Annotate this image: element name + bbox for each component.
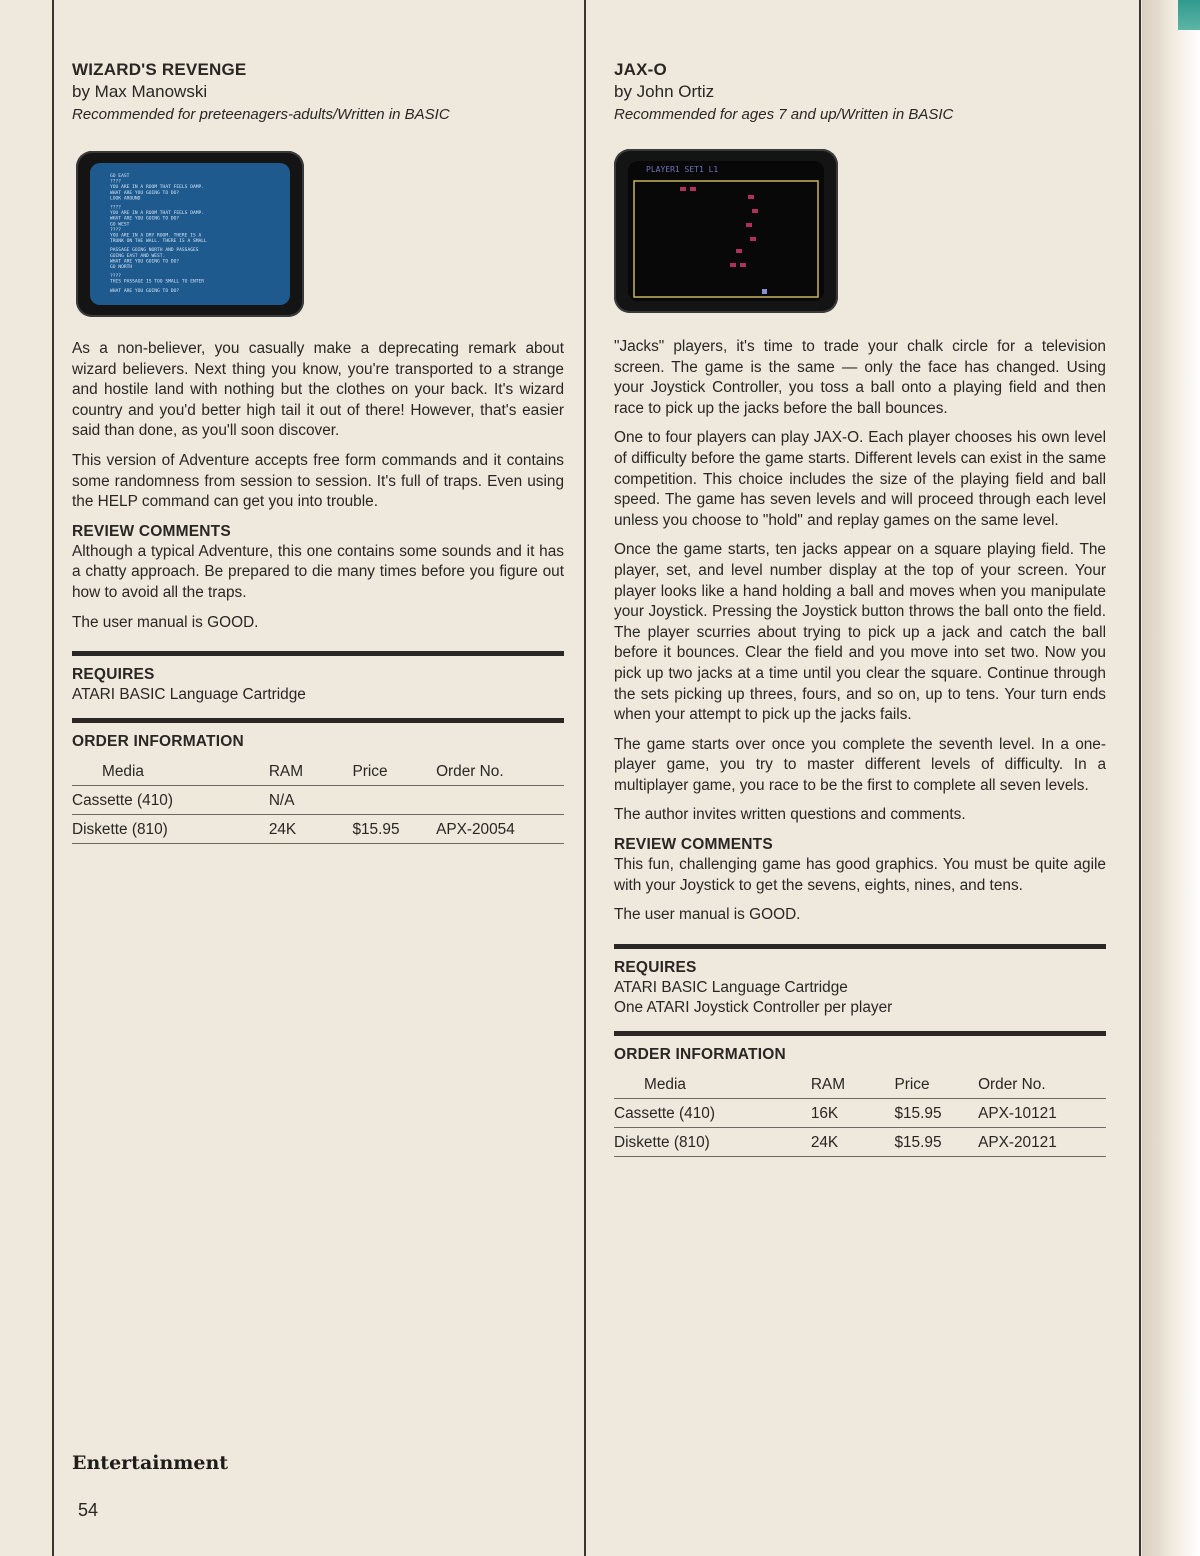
requires-heading: REQUIRES (614, 958, 697, 976)
section-rule (614, 1031, 1106, 1036)
media-cell: Cassette (410) (72, 785, 269, 814)
column-header-media: Media (614, 1068, 811, 1099)
jax-o-screenshot (614, 149, 838, 313)
media-cell: Cassette (410) (614, 1099, 811, 1128)
description-paragraph: The game starts over once you complete the seventh level. In a one-player game, you try to master different levels of difficulty. In a multiplayer game, you race to be the first to complete all seven levels. (614, 735, 1106, 794)
program-author: by Max Manowski (72, 82, 208, 101)
ram-cell: N/A (269, 785, 353, 814)
section-rule (72, 651, 564, 656)
column-header-price: Price (894, 1068, 978, 1099)
program-recommendation: Recommended for ages 7 and up/Written in BASIC (614, 106, 954, 123)
screen-text-line: TRUNK ON THE WALL. THERE IS A SMALL (110, 239, 207, 245)
jack (730, 263, 736, 267)
requirement-item: ATARI BASIC Language Cartridge (614, 978, 848, 996)
ram-cell: 24K (269, 814, 353, 843)
page-edge-accent (1178, 0, 1200, 30)
jax-o-article (614, 58, 1106, 1157)
column-header-order-no: Order No. (436, 755, 564, 786)
column-header-price: Price (352, 755, 436, 786)
screen-text-line: WHAT ARE YOU GOING TO DO? (110, 216, 180, 222)
screen-text-line: WHAT ARE YOU GOING TO DO? (110, 190, 180, 196)
media-cell: Diskette (810) (72, 814, 269, 843)
requires-heading: REQUIRES (72, 666, 155, 684)
program-title: WIZARD'S REVENGE (72, 60, 247, 79)
order-information-heading: ORDER INFORMATION (72, 732, 244, 750)
column-header-media: Media (72, 755, 269, 786)
screen-text-line: GO NORTH (110, 265, 133, 270)
review-comments-text: This fun, challenging game has good graphics. You must be quite agile with your Joystick to get the sevens, eights, nines, and tens. (614, 856, 1106, 894)
jack (752, 209, 758, 213)
jack (680, 187, 686, 191)
price-cell (352, 785, 436, 814)
jax-o-playfield (628, 161, 824, 301)
wizards-revenge-screenshot (76, 151, 304, 317)
section-rule (614, 944, 1106, 949)
program-author: by John Ortiz (614, 82, 715, 101)
order-table-header (614, 1068, 1106, 1099)
screen-text-line: PASSAGE GOING NORTH AND PASSAGES (110, 248, 199, 254)
screen-text-line: ???? (110, 227, 122, 233)
table-row (72, 814, 564, 843)
program-title: JAX-O (614, 60, 667, 79)
jack (690, 187, 696, 191)
jack (750, 237, 756, 241)
jack (736, 249, 742, 253)
column-header-order-no: Order No. (978, 1068, 1106, 1099)
screen-text-line: GO EAST (110, 174, 130, 179)
left-margin-rule (52, 0, 54, 1556)
jack (740, 263, 746, 267)
screen-text-line: YOU ARE IN A ROOM THAT FEELS DAMP. (110, 185, 205, 191)
screen-text-line: WHAT ARE YOU GOING TO DO? (110, 288, 180, 294)
screen-text-line: LOOK AROUND (110, 196, 141, 202)
screen-text-line: ???? (110, 274, 122, 280)
description-paragraph: "Jacks" players, it's time to trade your chalk circle for a television screen. The game is the same — only the face has changed. Using your Joystick Controller, you toss a ball onto a playing field and then race to pick up the jacks before the ball bounces. (614, 338, 1106, 417)
description-paragraph: The author invites written questions and comments. (614, 806, 966, 824)
description-paragraph: As a non-believer, you casually make a deprecating remark about wizard believers. Next thing you know, you're transported to a strange and hostile land with nothing but the clothes on your back. It's wizard country and you'd better high tail it out of there! However, that's easier said than done, as you'll soon discover. (72, 340, 564, 440)
screen-text-line: ???? (110, 205, 122, 211)
column-divider (584, 0, 586, 1556)
screen-text-line: YOU ARE IN A DRY ROOM. THERE IS A (110, 233, 202, 239)
wizards-revenge-screen (90, 163, 290, 305)
table-row (614, 1099, 1106, 1128)
ram-cell: 24K (811, 1128, 895, 1157)
order-no-cell: APX-20121 (978, 1128, 1106, 1157)
jack (746, 223, 752, 227)
price-cell: $15.95 (352, 814, 436, 843)
wizards-revenge-screen-text (90, 163, 290, 305)
column-header-ram: RAM (811, 1068, 895, 1099)
page-edge (1142, 0, 1200, 1556)
screen-text-line: GO WEST (110, 222, 130, 228)
review-comments-heading: REVIEW COMMENTS (72, 522, 231, 540)
section-label: Entertainment (72, 1452, 229, 1474)
order-no-cell: APX-20054 (436, 814, 564, 843)
screen-text-line: THIS PASSAGE IS TOO SMALL TO ENTER (110, 279, 205, 285)
jack (748, 195, 754, 199)
description-paragraph: This version of Adventure accepts free form commands and it contains some randomness from session to session. It's full of traps. Even using the HELP command can get you into trouble. (72, 451, 564, 511)
order-information-heading: ORDER INFORMATION (614, 1046, 786, 1064)
description-paragraph: One to four players can play JAX-O. Each player chooses his own level of difficulty before the game starts. Different levels can exist in the same competition. This choice includes the size of the playing field and ball speed. The game has seven levels and will proceed through each level unless you choose to "hold" and replay games on the same level. (614, 429, 1106, 529)
table-row (72, 785, 564, 814)
order-no-cell (436, 785, 564, 814)
order-table (72, 755, 564, 844)
jacks-group (680, 187, 758, 267)
screen-text-line: GOING EAST AND WEST. (110, 253, 166, 259)
screen-text-line: YOU ARE IN A ROOM THAT FEELS DAMP. (110, 211, 205, 217)
price-cell: $15.95 (894, 1099, 978, 1128)
user-manual-rating: The user manual is GOOD. (72, 613, 259, 631)
order-no-cell: APX-10121 (978, 1099, 1106, 1128)
order-table (614, 1068, 1106, 1157)
player-hand-icon (762, 289, 767, 294)
review-comments-heading: REVIEW COMMENTS (614, 836, 773, 854)
order-table-header (72, 755, 564, 786)
page-number: 54 (78, 1500, 99, 1520)
table-row (614, 1128, 1106, 1157)
requirement-item: One ATARI Joystick Controller per player (614, 999, 893, 1017)
screen-text-line: ???? (110, 179, 122, 185)
description-paragraph: Once the game starts, ten jacks appear on a square playing field. The player, set, and level number display at the top of your screen. Your player looks like a hand holding a ball and moves when you manipulate your Joystick. Pressing the Joystick button throws the ball onto the field. The player scurries about trying to pick up a jack and catch the ball before it bounces. Clear the field and you move into set two. Now you pick up two jacks at a time until you clear the square. Continue through the sets picking up threes, fours, and so on, up to tens. Your turn ends when your attempt to pick up the jacks fails. (614, 541, 1106, 724)
price-cell: $15.95 (894, 1128, 978, 1157)
jax-o-screen (628, 161, 824, 301)
user-manual-rating: The user manual is GOOD. (614, 906, 801, 924)
jax-o-status-line: PLAYER1 SET1 L1 (646, 165, 719, 174)
screen-text-line: WHAT ARE YOU GOING TO DO? (110, 259, 180, 265)
review-comments-text: Although a typical Adventure, this one contains some sounds and it has a chatty approach. Be prepared to die many times before you figure out how to avoid all the traps. (72, 542, 564, 601)
program-recommendation: Recommended for preteenagers-adults/Written in BASIC (72, 106, 450, 123)
ram-cell: 16K (811, 1099, 895, 1128)
requirement-item: ATARI BASIC Language Cartridge (72, 686, 306, 704)
jax-o-field-border (634, 181, 818, 297)
right-margin-rule (1139, 0, 1141, 1556)
media-cell: Diskette (810) (614, 1128, 811, 1157)
section-rule (72, 718, 564, 723)
column-header-ram: RAM (269, 755, 353, 786)
wizards-revenge-article (72, 58, 564, 844)
